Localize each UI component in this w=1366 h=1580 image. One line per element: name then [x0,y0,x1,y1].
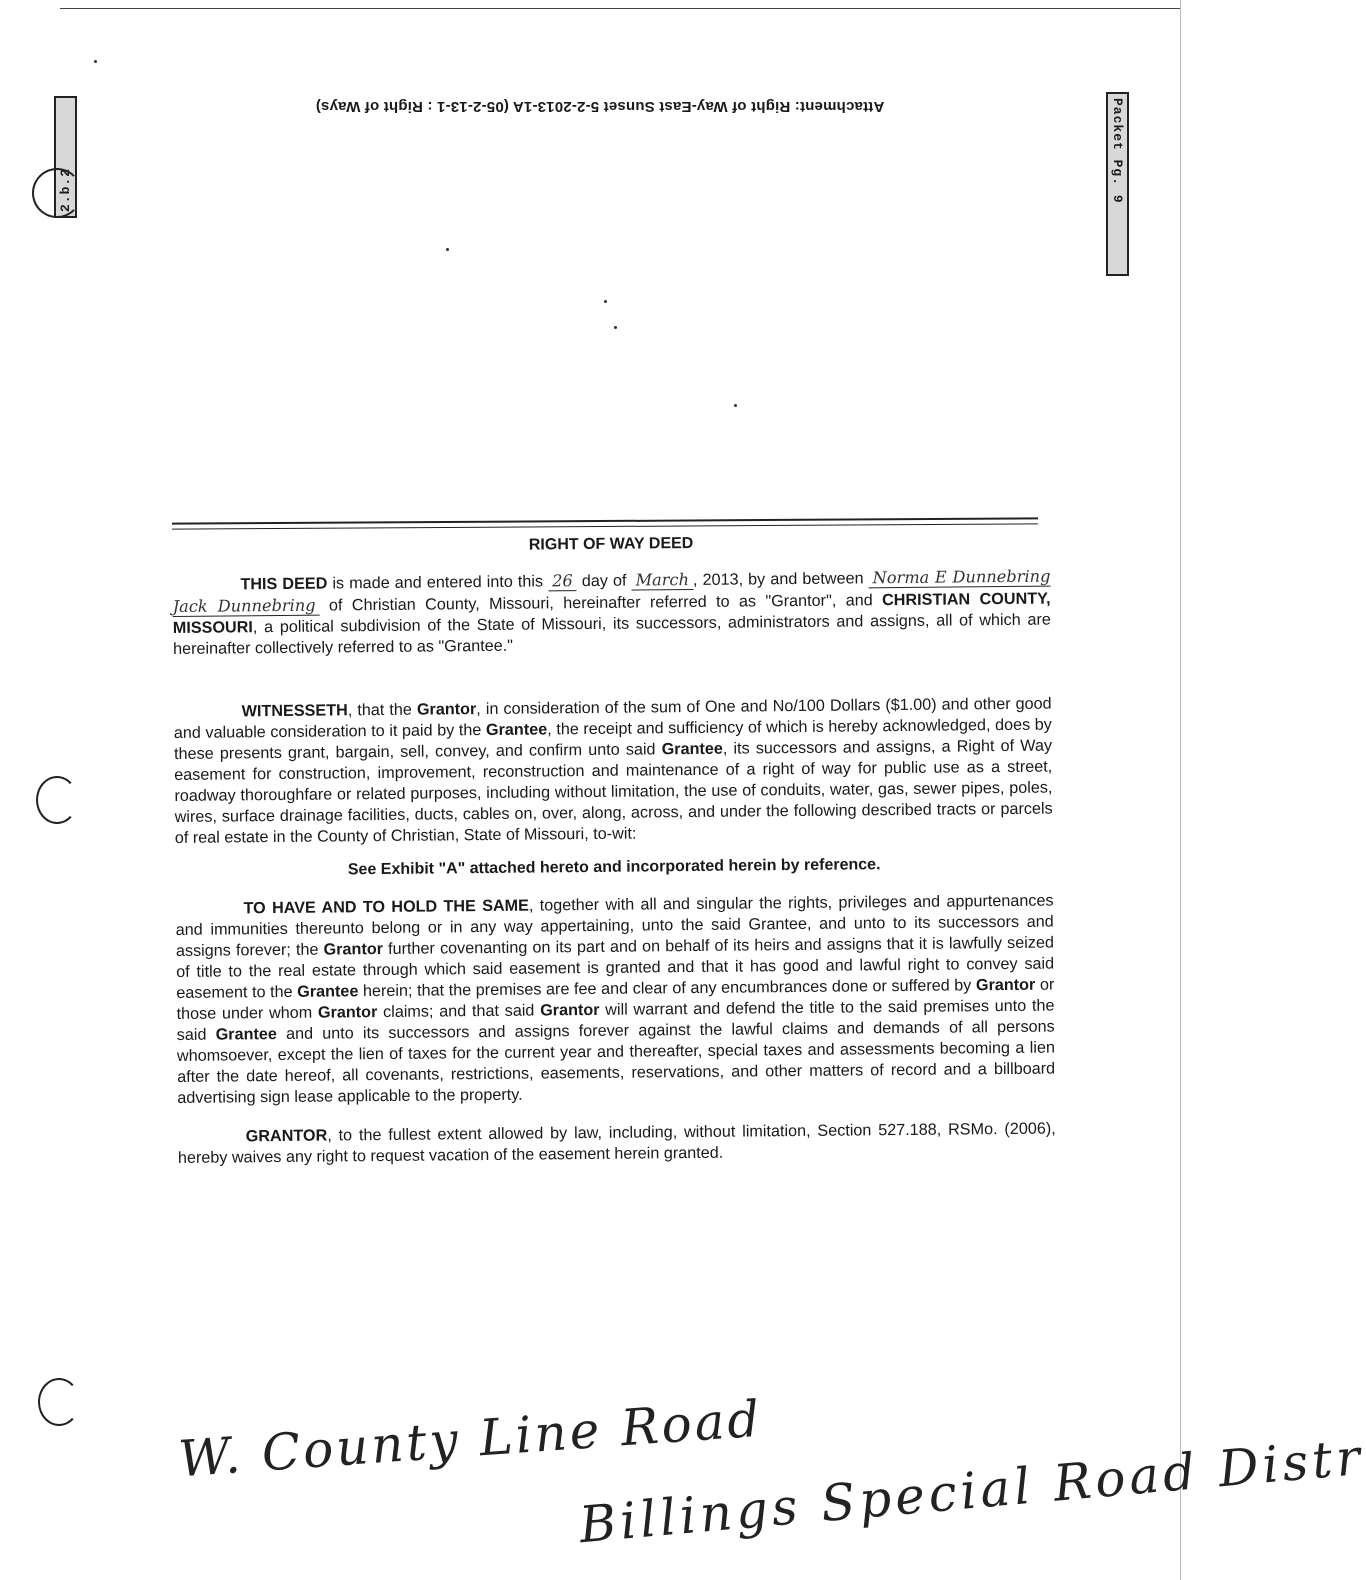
scan-speck [604,300,607,303]
scan-speck [94,60,97,63]
punch-hole-icon [38,1378,80,1426]
scan-speck [614,326,617,329]
punch-hole-icon [36,776,78,824]
scan-speck [446,248,449,251]
attachment-header: Attachment: Right of Way-East Sunset 5-2-2013-1A (05-2-13-1 : Right of Ways) [315,98,885,115]
stamp-left: 2.b.2 [54,96,77,218]
scan-speck [734,404,737,407]
page-right-edge [1180,0,1181,1580]
packet-page-stamp: Packet Pg. 9 [1106,92,1129,276]
exhibit-reference: See Exhibit "A" attached hereto and incorporated herein by reference. [347,856,881,879]
punch-hole-icon [32,168,82,218]
divider-line [172,523,1038,529]
deed-body [172,532,1056,1169]
witnesseth-paragraph: WITNESSETH, that the Grantor, in consideration of the sum of One and No/100 Dollars ($1.00) and other good and valuable consideration to it paid by the Grantee, the receipt and sufficiency of which is hereby acknowledged, does by these presents grant, bargain, sell, convey, and confirm unto said Grantee, its successors and assigns, a Right of Way easement for construction, improvement, reconstruction and maintenance of a right of way for public use as a street, roadway thoroughfare or related purposes, including without limitation, the use of conduits, water, gas, sewer pipes, poles, wires, surface drainage facilities, ducts, cables on, over, along, across, and under the following described tracts or parcels of real estate in the County of Christian, State of Missouri, to-wit: [173,694,1053,847]
handwritten-month: March [631,570,693,591]
habendum-paragraph: TO HAVE AND TO HOLD THE SAME, together with all and singular the rights, privileges and appurtenances and immunities thereunto belong or in any way appertaining, unto the said Grantee, and unto to its successors and assigns forever; the Grantor further covenanting on its part and on behalf of its heirs and assigns that it is lawfully seized of title to the real estate through which said easement is granted and that it has good and lawful right to convey said easement to the Grantee herein; that the premises are fee and clear of any encumbrances done or suffered by Grantor or those under whom Grantor claims; and that said Grantor will warrant and defend the title to the said premises unto the said Grantee and unto its successors and assigns forever against the lawful claims and demands of all persons whomsoever, except the lien of taxes for the current year and thereafter, special taxes and assessments becoming a lien after the date hereof, all covenants, restrictions, easements, reservations, and other matters of record and a billboard advertising sign lease applicable to the property. [175,891,1056,1107]
intro-paragraph: THIS DEED is made and entered into this 26 day of March , 2013, by and between Norma E Dunnebring Jack Dunnebring of Christian County, Missouri, hereinafter referred to as "Grantor", and CHRISTIAN COUNTY, MISSOURI, a political subdivision of the State of Missouri, its successors, administrators and assigns, all of which are hereinafter collectively referred to as "Grantee." [172,566,1051,658]
waiver-paragraph: GRANTOR, to the fullest extent allowed by law, including, without limitation, Section 527.188, RSMo. (2006), hereby waives any right to request vacation of the easement herein granted. [177,1119,1056,1167]
handwritten-note-district: Billings Special Road Distr [576,1427,1366,1555]
handwritten-day: 26 [548,571,577,591]
intro-lead: THIS DEED [240,574,328,594]
deed-title: RIGHT OF WAY DEED [528,534,694,554]
handwritten-note-road: W. County Line Road [176,1389,765,1489]
handwritten-grantor-names: Norma E Dunnebring Jack Dunnebring [172,566,1051,616]
county-name: CHRISTIAN COUNTY, MISSOURI [172,589,1051,637]
page-top-edge [60,8,1180,9]
